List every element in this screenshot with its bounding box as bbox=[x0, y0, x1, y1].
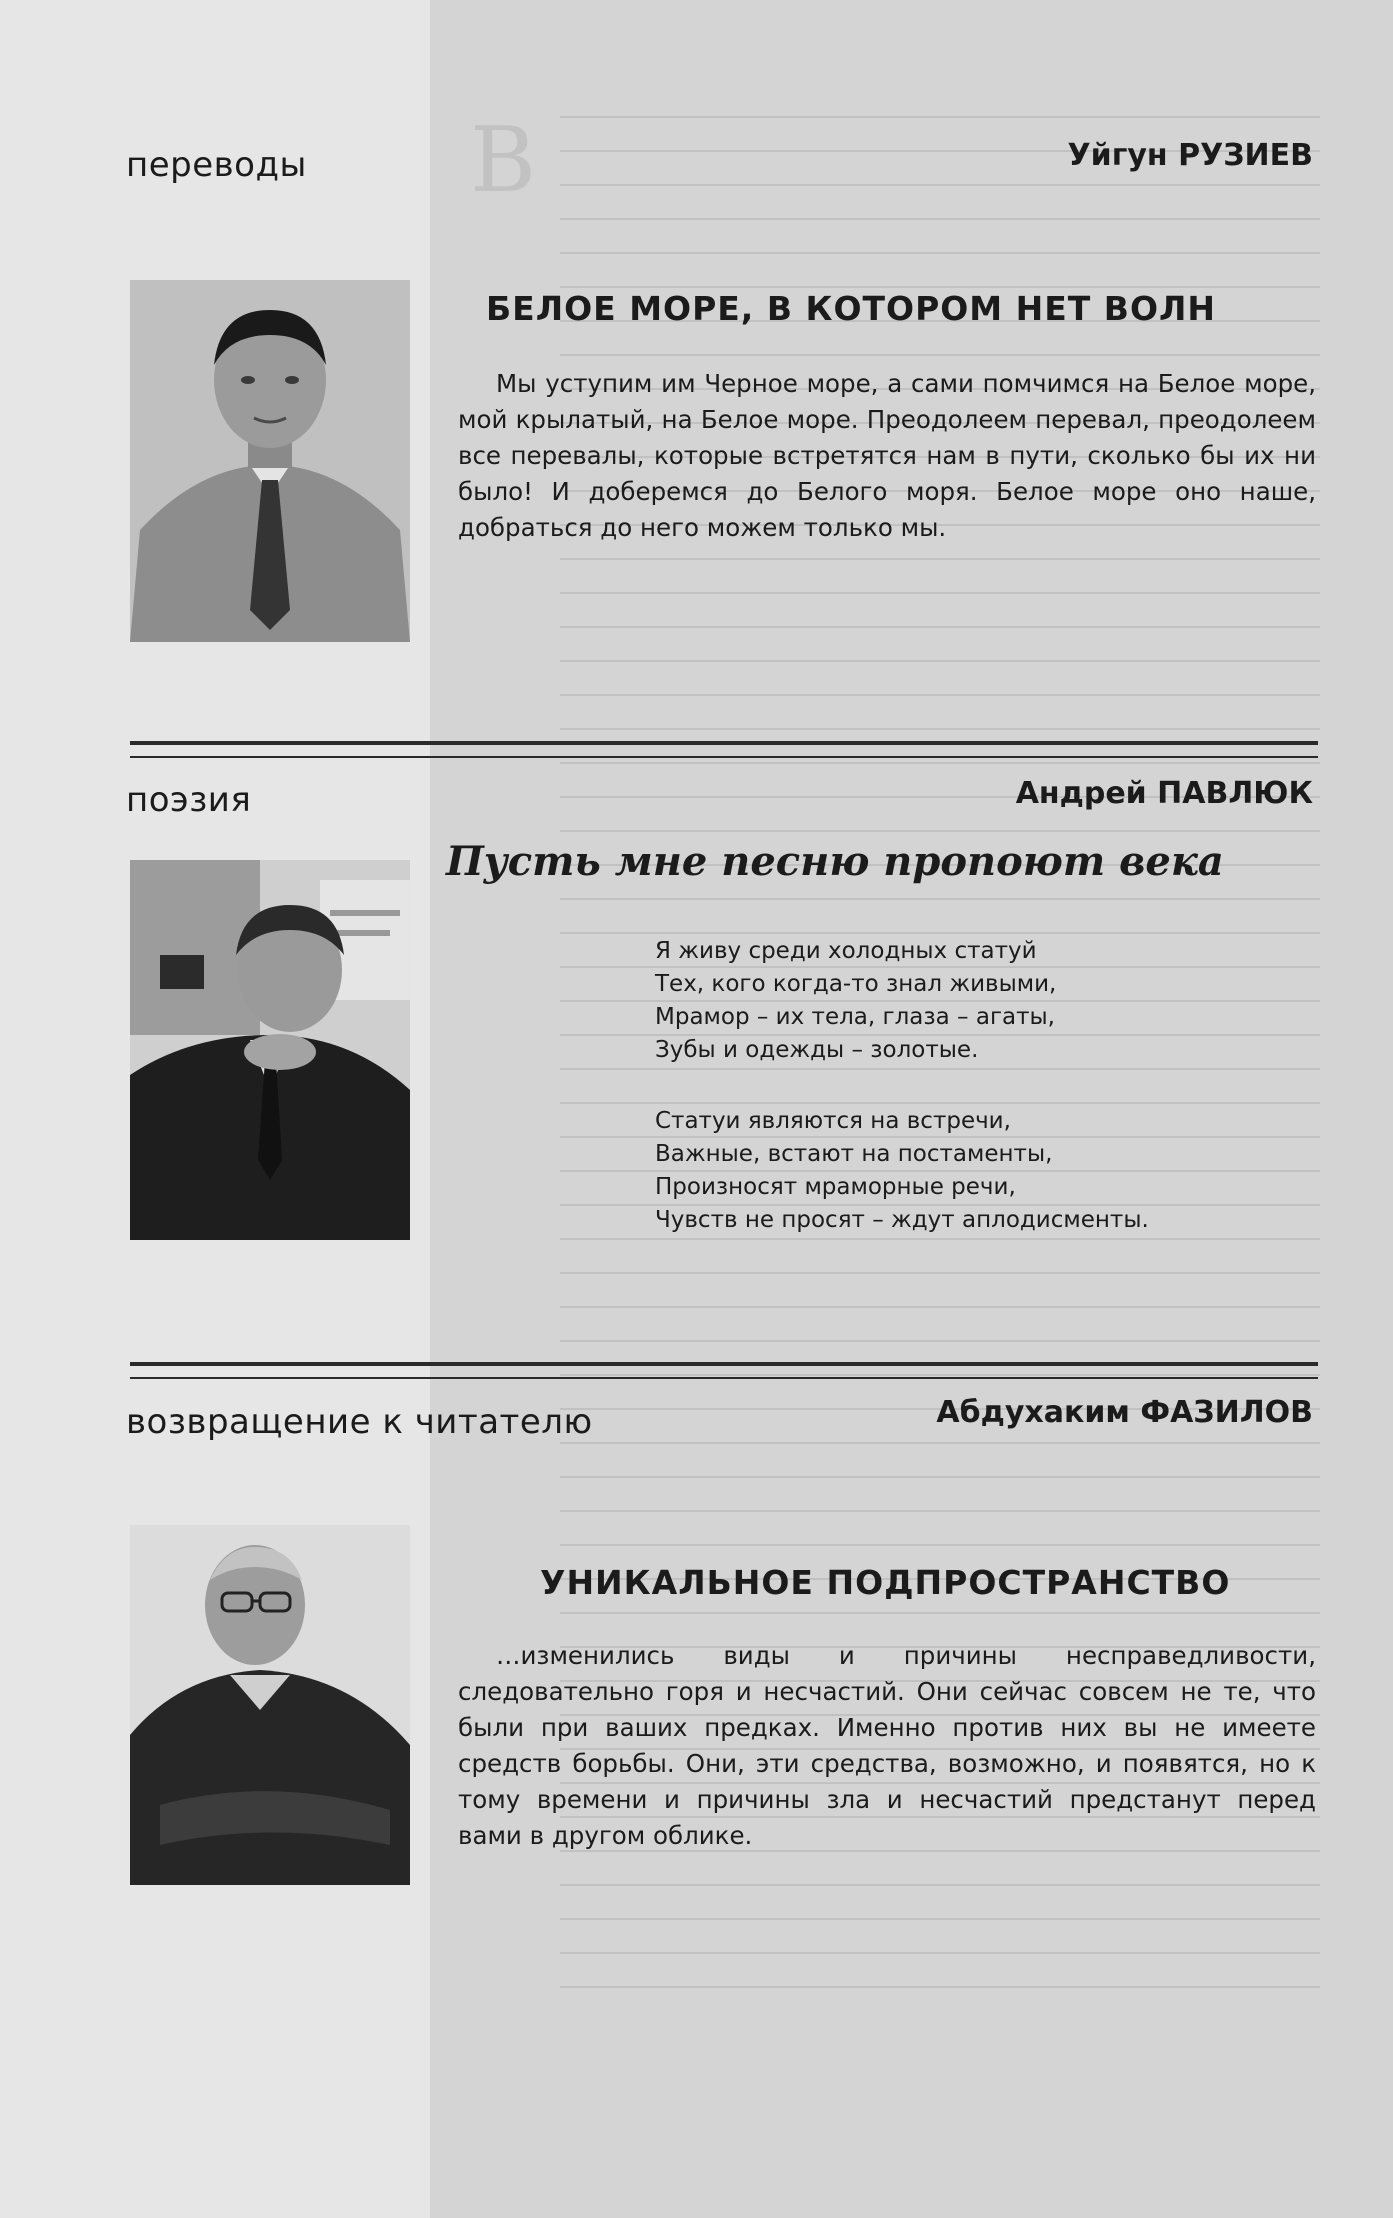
poem-line: Тех, кого когда-то знал живыми, bbox=[655, 971, 1057, 997]
author-photo bbox=[130, 280, 410, 642]
poem-line: Зубы и одежды – золотые. bbox=[655, 1037, 979, 1063]
author-name: Уйгун РУЗИЕВ bbox=[1067, 138, 1313, 173]
article-title: Пусть мне песню пропоют века bbox=[446, 838, 1224, 885]
author-name: Абдухаким ФАЗИЛОВ bbox=[936, 1395, 1313, 1430]
section-label-poetry: поэзия bbox=[126, 780, 252, 820]
author-name: Андрей ПАВЛЮК bbox=[1015, 776, 1313, 811]
poem-line: Мрамор – их тела, глаза – агаты, bbox=[655, 1004, 1055, 1030]
section-divider bbox=[130, 741, 1318, 758]
poem-line: Чувств не просят – ждут аплодисменты. bbox=[655, 1207, 1149, 1233]
poem-line: Важные, встают на постаменты, bbox=[655, 1141, 1053, 1167]
article-excerpt: …изменились виды и причины несправедливости, следовательно горя и несчастий. Они сейчас совсем не те, что были при ваших предках. Именно против них вы не имеете средств борьбы. Они, эти средства, возможно, и появятся, но к тому времени и причины зла и несчастий предстанут перед вами в другом облике. bbox=[458, 1641, 1316, 1850]
section-divider bbox=[130, 1362, 1318, 1379]
article-title: БЕЛОЕ МОРЕ, В КОТОРОМ НЕТ ВОЛН bbox=[486, 289, 1217, 328]
article-excerpt: Мы уступим им Черное море, а сами помчимся на Белое море, мой крылатый, на Белое море. Преодолеем перевал, преодолеем все перевалы, которые встретятся нам в пути, сколько бы их ни было! И доберемся до Белого моря. Белое море оно наше, добраться до него можем только мы. bbox=[458, 369, 1316, 542]
bleed-through-logo: В bbox=[470, 108, 537, 213]
poem-line: Я живу среди холодных статуй bbox=[655, 938, 1037, 964]
article-title: УНИКАЛЬНОЕ ПОДПРОСТРАНСТВО bbox=[540, 1563, 1231, 1602]
poem-stanza-2 bbox=[655, 1105, 1149, 1237]
poem-stanza-1 bbox=[655, 935, 1056, 1067]
poem-line: Произносят мраморные речи, bbox=[655, 1174, 1016, 1200]
author-photo bbox=[130, 1525, 410, 1885]
author-photo bbox=[130, 860, 410, 1240]
poem-line: Статуи являются на встречи, bbox=[655, 1108, 1011, 1134]
section-label-translations: переводы bbox=[126, 145, 307, 185]
section-label-return-to-reader: возвращение к читателю bbox=[126, 1402, 593, 1442]
